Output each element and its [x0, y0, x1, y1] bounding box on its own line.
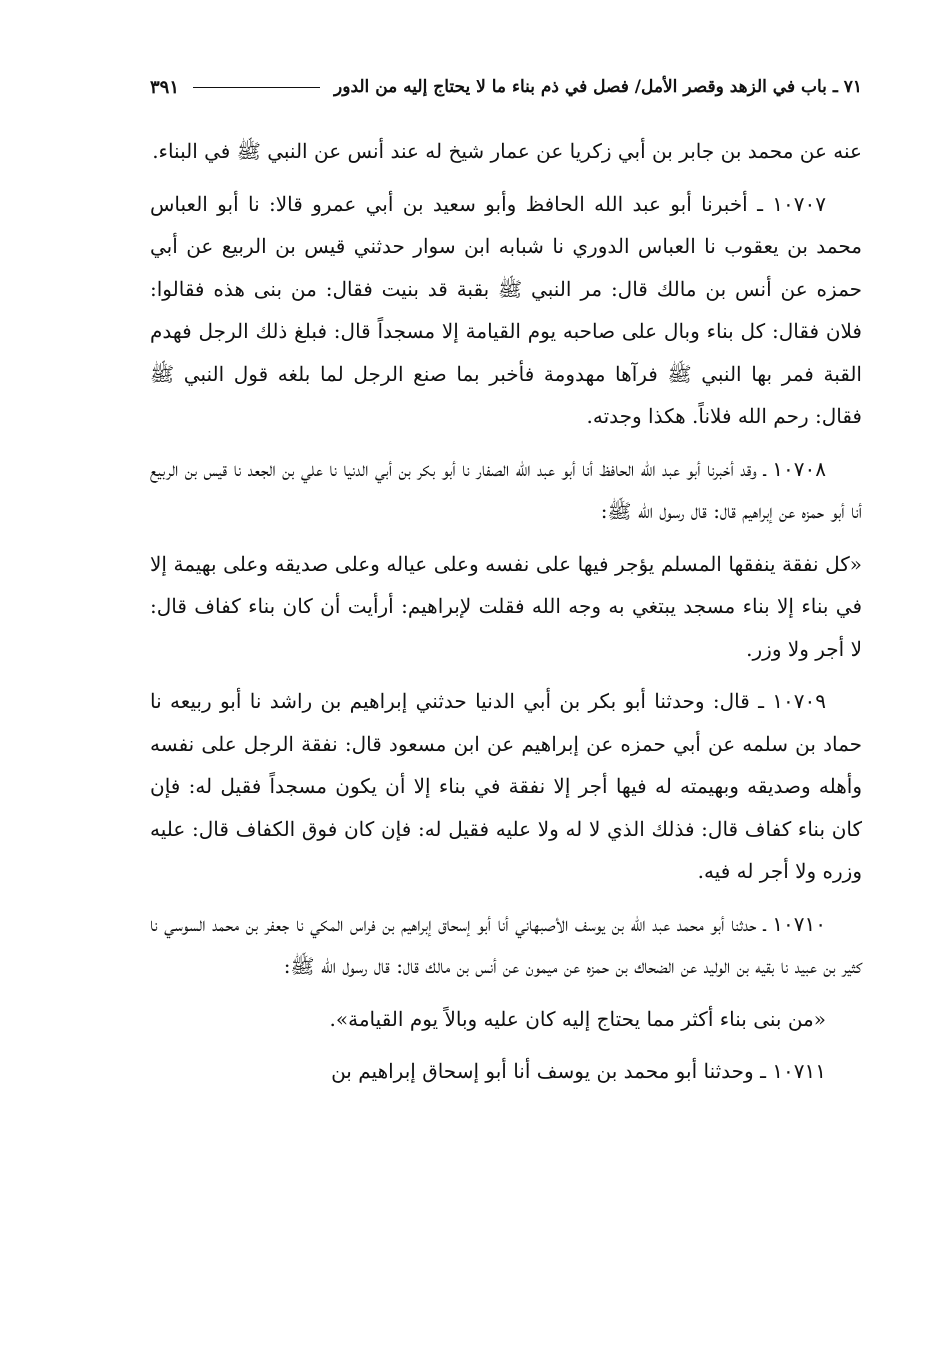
- book-page: [150, 70, 862, 1270]
- hadith-10710: ١٠٧١٠ ـ حدثنا أبو محمد عبد الله بن يوسف الأصبهاني أنا أبو إسحاق إبراهيم بن فراس المكي نا جعفر بن محمد السوسي نا كثير بن عبيد نا بقيه بن الوليد عن الضحاك بن حمزه عن ميمون عن أنس بن مالك قال: قال رسول الله ﷺ:: [150, 911, 862, 978]
- running-title: ٧١ ـ باب في الزهد وقصر الأمل/ فصل في ذم بناء ما لا يحتاج إليه من الدور: [334, 77, 862, 97]
- paragraph-continuation: عنه عن محمد بن جابر بن أبي زكريا عن عمار شيخ له عند أنس عن النبي ﷺ في البناء.: [152, 139, 862, 163]
- hadith-10708: ١٠٧٠٨ ـ وقد أخبرنا أبو عبد الله الحافظ أنا أبو عبد الله الصفار نا أبو بكر بن أبي الدنيا نا علي بن الجعد نا قيس بن الربيع أنا أبو حمزه عن إبراهيم قال: قال رسول الله ﷺ:: [150, 456, 862, 523]
- page-header: [150, 70, 862, 104]
- hadith-10710-quote: «من بنى بناء أكثر مما يحتاج إليه كان عليه وبالاً يوم القيامة».: [329, 1006, 826, 1031]
- hadith-10711: ١٠٧١١ ـ وحدثنا أبو محمد بن يوسف أنا أبو إسحاق إبراهيم بن: [331, 1059, 826, 1083]
- hadith-10708-quote: «كل نفقة ينفقها المسلم يؤجر فيها على نفسه وعلى عياله وعلى صديقه وعلى بهيمة إلا في بناء إلا بناء مسجد يبتغي به وجه الله فقلت لإبراهيم: أرأيت أن كان بناء كفاف قال: لا أجر ولا وزر.: [150, 551, 862, 661]
- hadith-10709: ١٠٧٠٩ ـ قال: وحدثنا أبو بكر بن أبي الدنيا حدثني إبراهيم بن راشد نا أبو ربيعه نا حماد بن سلمه عن أبي حمزه عن إبراهيم عن ابن مسعود قال: نفقة الرجل على نفسه وأهله وصديقه وبهيمته له فيها أجر إلا نفقة في بناء إلا أن يكون مسجداً فقيل له: فإن كان بناء كفاف قال: فذلك الذي لا له ولا عليه فقيل له: فإن كان فوق الكفاف قال: عليه وزره ولا أجر له فيه.: [150, 689, 862, 883]
- page-number: ٣٩١: [150, 76, 180, 98]
- page-body: [150, 130, 862, 1093]
- hadith-10707: ١٠٧٠٧ ـ أخبرنا أبو عبد الله الحافظ وأبو سعيد بن أبي عمرو قالا: نا أبو العباس محمد بن يعقوب نا العباس الدوري نا شبابه ابن سوار حدثني قيس بن الربيع عن أبي حمزه عن أنس بن مالك قال: مر النبي ﷺ بقبة قد بنيت فقال: من بنى هذه فقالوا: فلان فقال: كل بناء وبال على صاحبه يوم القيامة إلا مسجداً قال: فبلغ ذلك الرجل فهدم القبة فمر بها النبي ﷺ فرآها مهدومة فأخبر بما صنع الرجل لما بلغه قول النبي ﷺ فقال: رحم الله فلاناً. هكذا وجدته.: [150, 191, 862, 428]
- header-rule: [193, 87, 320, 88]
